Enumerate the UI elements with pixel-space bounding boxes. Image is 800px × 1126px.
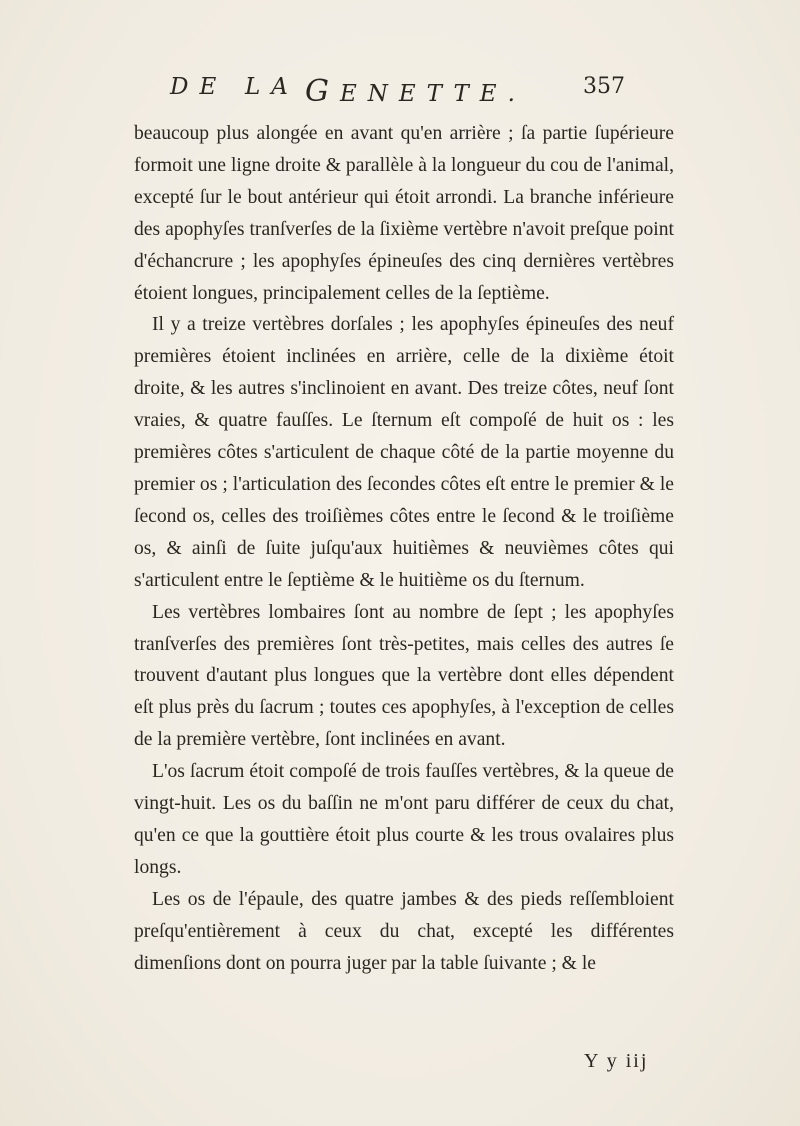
running-head-genette — [305, 74, 526, 109]
page-number: 357 — [583, 74, 625, 99]
running-head-genette-rest: ENETTE. — [339, 81, 526, 107]
paragraph: Les vertèbres lombaires ſont au nombre de ſept ; les apophyſes tranſverſes des premières ſont très-petites, mais celles des autres ſe trouvent d'autant plus longues que la vertèbre dont elles dépendent eſt plus près du ſacrum ; toutes ces apophyſes, à l'exception de celles de la première vertèbre, ſont inclinées en avant. — [134, 601, 674, 751]
paragraph: beaucoup plus alongée en avant qu'en arrière ; ſa partie ſupérieure formoit une ligne droite & parallèle à la longueur du cou de l'animal, excepté ſur le bout antérieur qui étoit arrondi. La branche inférieure des apophyſes tranſverſes de la ſixième vertèbre n'avoit preſque point d'échancrure ; les apophyſes épineuſes des cinq dernières vertèbres étoient longues, principalement celles de la ſeptième. — [134, 123, 674, 304]
paragraph: Les os de l'épaule, des quatre jambes & des pieds reſſembloient preſqu'entièrement à ceux du chat, excepté les différentes dimenſions dont on pourra juger par la table ſuivante ; & le — [134, 888, 674, 974]
running-head-de: DE — [170, 74, 228, 100]
running-head — [170, 74, 625, 114]
paragraph: L'os ſacrum étoit compoſé de trois fauſſes vertèbres, & la queue de vingt-huit. Les os du baſſin ne m'ont paru différer de ceux du chat, qu'en ce que la gouttière étoit plus courte & les trous ovalaires plus longs. — [134, 761, 674, 878]
paragraph: Il y a treize vertèbres dorſales ; les apophyſes épineuſes des neuf premières étoient inclinées en arrière, celle de la dixième étoit droite, & les autres s'inclinoient en avant. Des treize côtes, neuf ſont vraies, & quatre fauſſes. Le ſternum eſt compoſé de huit os : les premières côtes s'articulent de chaque côté de la partie moyenne du premier os ; l'articulation des ſecondes côtes eſt entre le premier & le ſecond os, celles des troiſièmes côtes entre le ſecond & le troiſième os, & ainſi de ſuite juſqu'aux huitièmes & neuvièmes côtes qui s'articulent entre le ſeptième & le huitième os du ſternum. — [134, 314, 674, 591]
running-head-genette-initial: G — [305, 74, 340, 109]
body-text — [134, 118, 674, 979]
running-head-la: LA — [245, 74, 299, 100]
signature-mark: Y y iij — [584, 1050, 649, 1072]
